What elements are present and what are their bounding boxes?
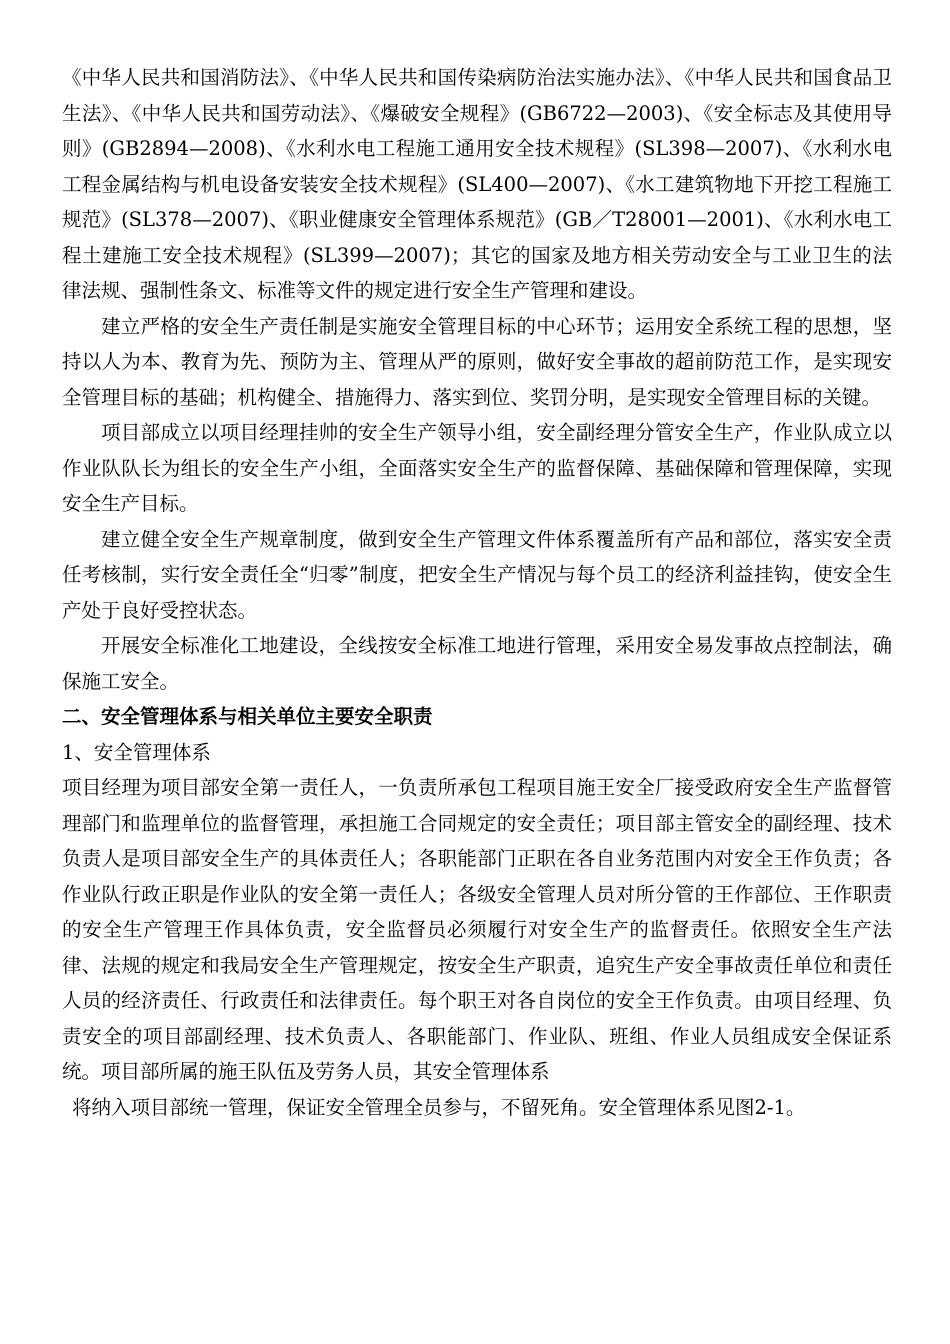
paragraph-regulations: 《中华人民共和国消防法》、《中华人民共和国传染病防治法实施办法》、《中华人民共和国食品卫生法》、《中华人民共和国劳动法》、《爆破安全规程》(GB6722—2003)、《安全标志及其使用导则》(GB2894—2008)、《水利水电工程施工通用安全技术规程》(SL398—2007)、《水利水电工程金属结构与机电设备安装安全技术规程》(SL400—2007)、《水工建筑物地下开挖工程施工规范》(SL378—2007)、《职业健康安全管理体系规范》(GB／T28001—2001)、《水利水电工程土建施工安全技术规程》(SL399—2007)；其它的国家及地方相关劳动安全与工业卫生的法律法规、强制性条文、标准等文件的规定进行安全生产管理和建设。 [62, 66, 892, 302]
paragraph-responsibility-system: 建立严格的安全生产责任制是实施安全管理目标的中心环节；运用安全系统工程的思想，坚持以人为本、教育为先、预防为主、管理从严的原则，做好安全事故的超前防范工作，是实现安全管理目标的基础；机构健全、措施得力、落实到位、奖罚分明，是实现安全管理目标的关键。 [62, 314, 892, 409]
paragraph-unified-management: 将纳入项目部统一管理，保证安全管理全员参与，不留死角。安全管理体系见图2-1。 [72, 1095, 806, 1119]
subsection-heading: 1、安全管理体系 [62, 740, 211, 764]
paragraph-leadership-group: 项目部成立以项目经理挂帅的安全生产领导小组，安全副经理分管安全生产，作业队成立以作业队队长为组长的安全生产小组，全面落实安全生产的监督保障、基础保障和管理保障，实现安全生产目标。 [62, 421, 892, 515]
paragraph-standard-site: 开展安全标准化工地建设，全线按安全标准工地进行管理，采用安全易发事故点控制法，确保施工安全。 [62, 634, 892, 693]
section-heading: 二、安全管理体系与相关单位主要安全职责 [62, 705, 433, 728]
paragraph-rules-system: 建立健全安全生产规章制度，做到安全生产管理文件体系覆盖所有产品和部位，落实安全责任考核制，实行安全责任全“归零”制度，把安全生产情况与每个员工的经济利益挂钩，使安全生产处于良好受控状态。 [62, 527, 892, 622]
paragraph-management-system: 项目经理为项目部安全第一责任人，一负责所承包工程项目施王安全厂接受政府安全生产监督管理部门和监理单位的监督管理，承担施工合同规定的安全责任；项目部主管安全的副经理、技术负责人是项目部安全生产的具体责任人；各职能部门正职在各自业务范围内对安全王作负责；各作业队行政正职是作业队的安全第一责任人；各级安全管理人员对所分管的王作部位、王作职责的安全生产管理王作具体负责，安全监督员必须履行对安全生产的监督责任。依照安全生产法律、法规的规定和我局安全生产管理规定，按安全生产职责，追究生产安全事故责任单位和责任人员的经济责任、行政责任和法律责任。每个职王对各自岗位的安全王作负责。由项目经理、负责安全的项目部副经理、技术负责人、各职能部门、作业队、班组、作业人员组成安全保证系统。项目部所属的施王队伍及劳务人员，其安全管理体系 [62, 776, 892, 1083]
document-page [62, 60, 892, 1125]
